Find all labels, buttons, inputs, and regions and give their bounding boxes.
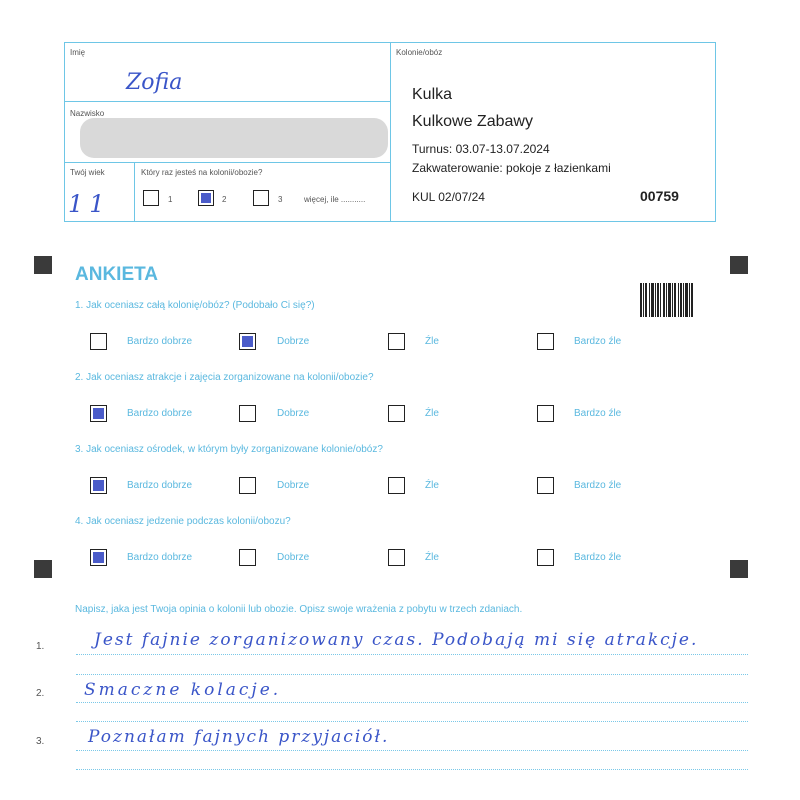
- q3-option-3-checkbox[interactable]: [388, 477, 405, 494]
- name-label: Imię: [70, 48, 86, 57]
- age-divider: [134, 162, 135, 222]
- answer-line-3b: [76, 769, 748, 770]
- q4-option-3-checkbox[interactable]: [388, 549, 405, 566]
- q1-option-2-checkbox[interactable]: [239, 333, 256, 350]
- answer-line-1b: [76, 674, 748, 675]
- q3-option-2-checkbox[interactable]: [239, 477, 256, 494]
- q4-option-4-checkbox[interactable]: [537, 549, 554, 566]
- surname-redacted: [80, 118, 388, 158]
- q3-option-4-label: Bardzo źle: [574, 480, 622, 491]
- q1-option-2-label: Dobrze: [277, 336, 310, 347]
- times-checkbox-1[interactable]: [143, 190, 159, 206]
- survey-title: ANKIETA: [75, 264, 159, 285]
- line-number-2: 2.: [36, 688, 45, 699]
- times-checkbox-2[interactable]: [198, 190, 214, 206]
- answer-line-1: [76, 654, 748, 655]
- q2-option-3-checkbox[interactable]: [388, 405, 405, 422]
- q3-option-3-label: Źle: [425, 480, 439, 491]
- camp-name: Kulkowe Zabawy: [412, 113, 533, 130]
- age-label: Twój wiek: [70, 168, 105, 177]
- answer-1[interactable]: Jest fajnie zorganizowany czas. Podobają mi się atrakcje.: [94, 630, 699, 650]
- q2-option-4-checkbox[interactable]: [537, 405, 554, 422]
- q4-option-1-checkbox[interactable]: [90, 549, 107, 566]
- q2-option-3-label: Źle: [425, 408, 439, 419]
- camp-code: KUL 02/07/24: [412, 190, 485, 204]
- q3-option-1-label: Bardzo dobrze: [127, 480, 193, 491]
- answer-2[interactable]: Smaczne kolacje.: [84, 680, 282, 700]
- camp-label: Kolonie/obóz: [396, 48, 443, 57]
- turnus: Turnus: 03.07-13.07.2024: [412, 142, 550, 156]
- form-number: 00759: [640, 188, 679, 204]
- q4-option-3-label: Źle: [425, 552, 439, 563]
- q2-option-1-checkbox[interactable]: [90, 405, 107, 422]
- q1-option-4-checkbox[interactable]: [537, 333, 554, 350]
- q2-option-1-label: Bardzo dobrze: [127, 408, 193, 419]
- times-checkbox-3[interactable]: [253, 190, 269, 206]
- opinion-prompt: Napisz, jaka jest Twoja opinia o kolonii lub obozie. Opisz swoje wrażenia z pobytu w trzech zdaniach.: [75, 604, 523, 615]
- times-label: Który raz jesteś na kolonii/obozie?: [141, 168, 263, 177]
- registration-marker-br: [730, 560, 748, 578]
- question-4: 4. Jak oceniasz jedzenie podczas kolonii/obozu?: [75, 516, 291, 527]
- q3-option-4-checkbox[interactable]: [537, 477, 554, 494]
- q2-option-2-label: Dobrze: [277, 408, 310, 419]
- answer-line-2b: [76, 721, 748, 722]
- answer-line-2: [76, 702, 748, 703]
- q4-option-1-label: Bardzo dobrze: [127, 552, 193, 563]
- q3-option-1-checkbox[interactable]: [90, 477, 107, 494]
- q1-option-3-label: Źle: [425, 336, 439, 347]
- q4-option-2-checkbox[interactable]: [239, 549, 256, 566]
- surname-divider: [64, 162, 390, 163]
- surname-label: Nazwisko: [70, 109, 105, 118]
- name-divider: [64, 101, 390, 102]
- times-option-1: 1: [168, 195, 173, 204]
- q1-option-4-label: Bardzo źle: [574, 336, 622, 347]
- times-option-more: więcej, ile ...........: [304, 195, 366, 204]
- registration-marker-tr: [730, 256, 748, 274]
- q1-option-3-checkbox[interactable]: [388, 333, 405, 350]
- q1-option-1-checkbox[interactable]: [90, 333, 107, 350]
- line-number-1: 1.: [36, 641, 45, 652]
- accommodation: Zakwaterowanie: pokoje z łazienkami: [412, 161, 611, 175]
- q4-option-4-label: Bardzo źle: [574, 552, 622, 563]
- q2-option-4-label: Bardzo źle: [574, 408, 622, 419]
- header-divider: [390, 42, 391, 222]
- answer-3[interactable]: Poznałam fajnych przyjaciół.: [88, 727, 390, 747]
- q3-option-2-label: Dobrze: [277, 480, 310, 491]
- answer-line-3: [76, 750, 748, 751]
- question-2: 2. Jak oceniasz atrakcje i zajęcia zorganizowane na kolonii/obozie?: [75, 372, 374, 383]
- age-value[interactable]: 11: [68, 190, 111, 218]
- question-1: 1. Jak oceniasz całą kolonię/obóz? (Podobało Ci się?): [75, 300, 315, 311]
- camp-place: Kulka: [412, 86, 453, 103]
- registration-marker-tl: [34, 256, 52, 274]
- q1-option-1-label: Bardzo dobrze: [127, 336, 193, 347]
- times-option-2: 2: [222, 195, 227, 204]
- barcode-icon: [640, 283, 694, 317]
- times-option-3: 3: [278, 195, 283, 204]
- question-3: 3. Jak oceniasz ośrodek, w którym były zorganizowane kolonie/obóz?: [75, 444, 383, 455]
- q4-option-2-label: Dobrze: [277, 552, 310, 563]
- q2-option-2-checkbox[interactable]: [239, 405, 256, 422]
- line-number-3: 3.: [36, 736, 45, 747]
- name-value[interactable]: Zofia: [126, 70, 183, 95]
- registration-marker-bl: [34, 560, 52, 578]
